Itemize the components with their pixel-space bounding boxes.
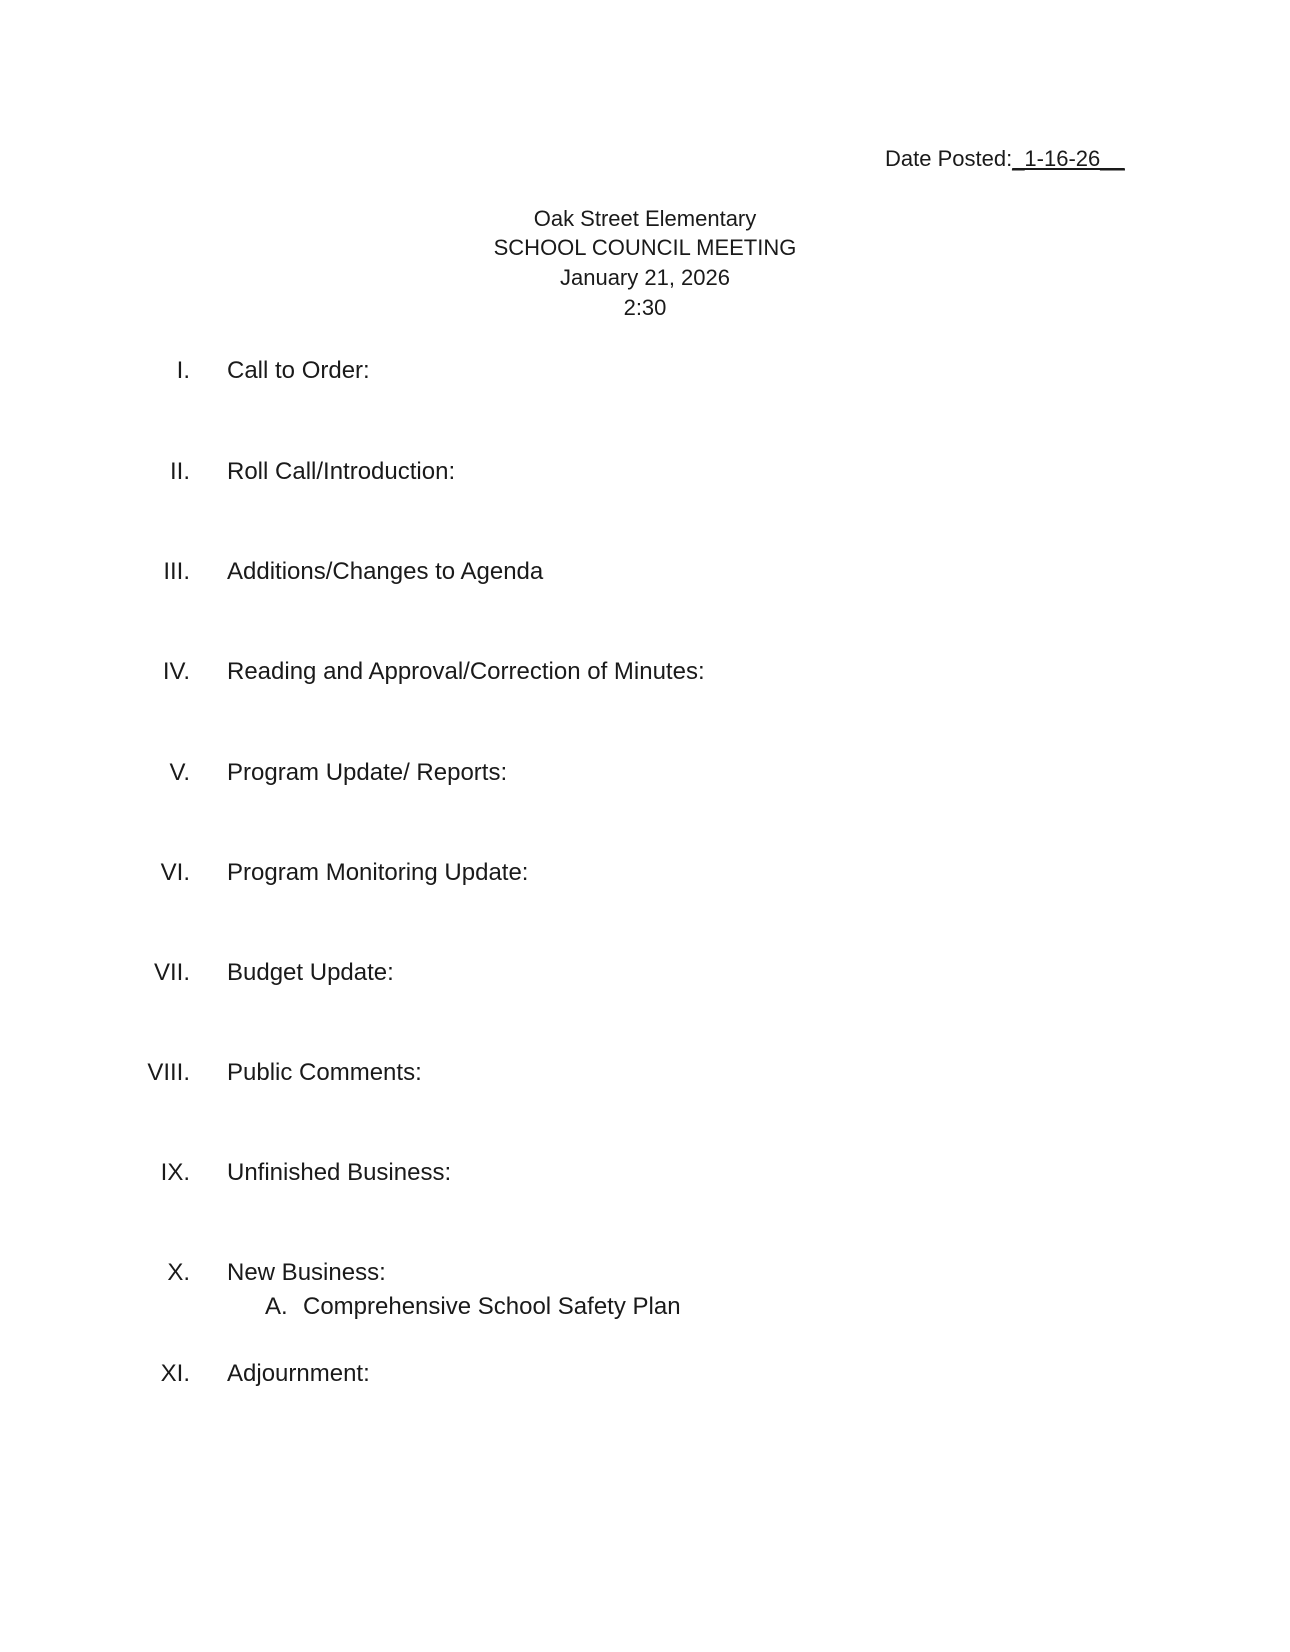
school-name: Oak Street Elementary: [533, 206, 757, 231]
sub-item-letter: A.: [265, 1293, 288, 1320]
meeting-date: January 21, 2026: [559, 265, 731, 290]
agenda-item: Additions/Changes to Agenda: [227, 558, 544, 585]
agenda-item: Public Comments:: [227, 1059, 422, 1086]
agenda-number: VII.: [153, 959, 190, 986]
agenda-number: IX.: [160, 1159, 190, 1186]
sub-item: Comprehensive School Safety Plan: [303, 1293, 681, 1320]
agenda-item: Adjournment:: [227, 1360, 370, 1387]
meeting-title: SCHOOL COUNCIL MEETING: [493, 235, 797, 260]
agenda-item: Program Monitoring Update:: [227, 859, 529, 886]
agenda-number: I.: [176, 357, 190, 384]
agenda-item: Budget Update:: [227, 959, 394, 986]
meeting-time: 2:30: [623, 295, 667, 320]
agenda-number: X.: [167, 1259, 190, 1286]
agenda-item: Unfinished Business:: [227, 1159, 452, 1186]
date-posted-label: Date Posted:: [885, 146, 1013, 171]
agenda-number: VI.: [160, 859, 190, 886]
agenda-item: Roll Call/Introduction:: [227, 458, 456, 485]
agenda-item: Program Update/ Reports:: [227, 759, 508, 786]
agenda-number: V.: [169, 759, 190, 786]
date-posted-value: _1-16-26__: [1012, 146, 1125, 171]
agenda-number: IV.: [162, 658, 190, 685]
agenda-number: VIII.: [147, 1059, 190, 1086]
agenda-number: II.: [169, 458, 190, 485]
agenda-number: III.: [163, 558, 190, 585]
agenda-item: Call to Order:: [227, 357, 370, 384]
agenda-number: XI.: [160, 1360, 190, 1387]
date-posted: [885, 146, 1125, 172]
agenda-item: New Business:: [227, 1259, 386, 1286]
agenda-item: Reading and Approval/Correction of Minutes:: [227, 658, 705, 685]
